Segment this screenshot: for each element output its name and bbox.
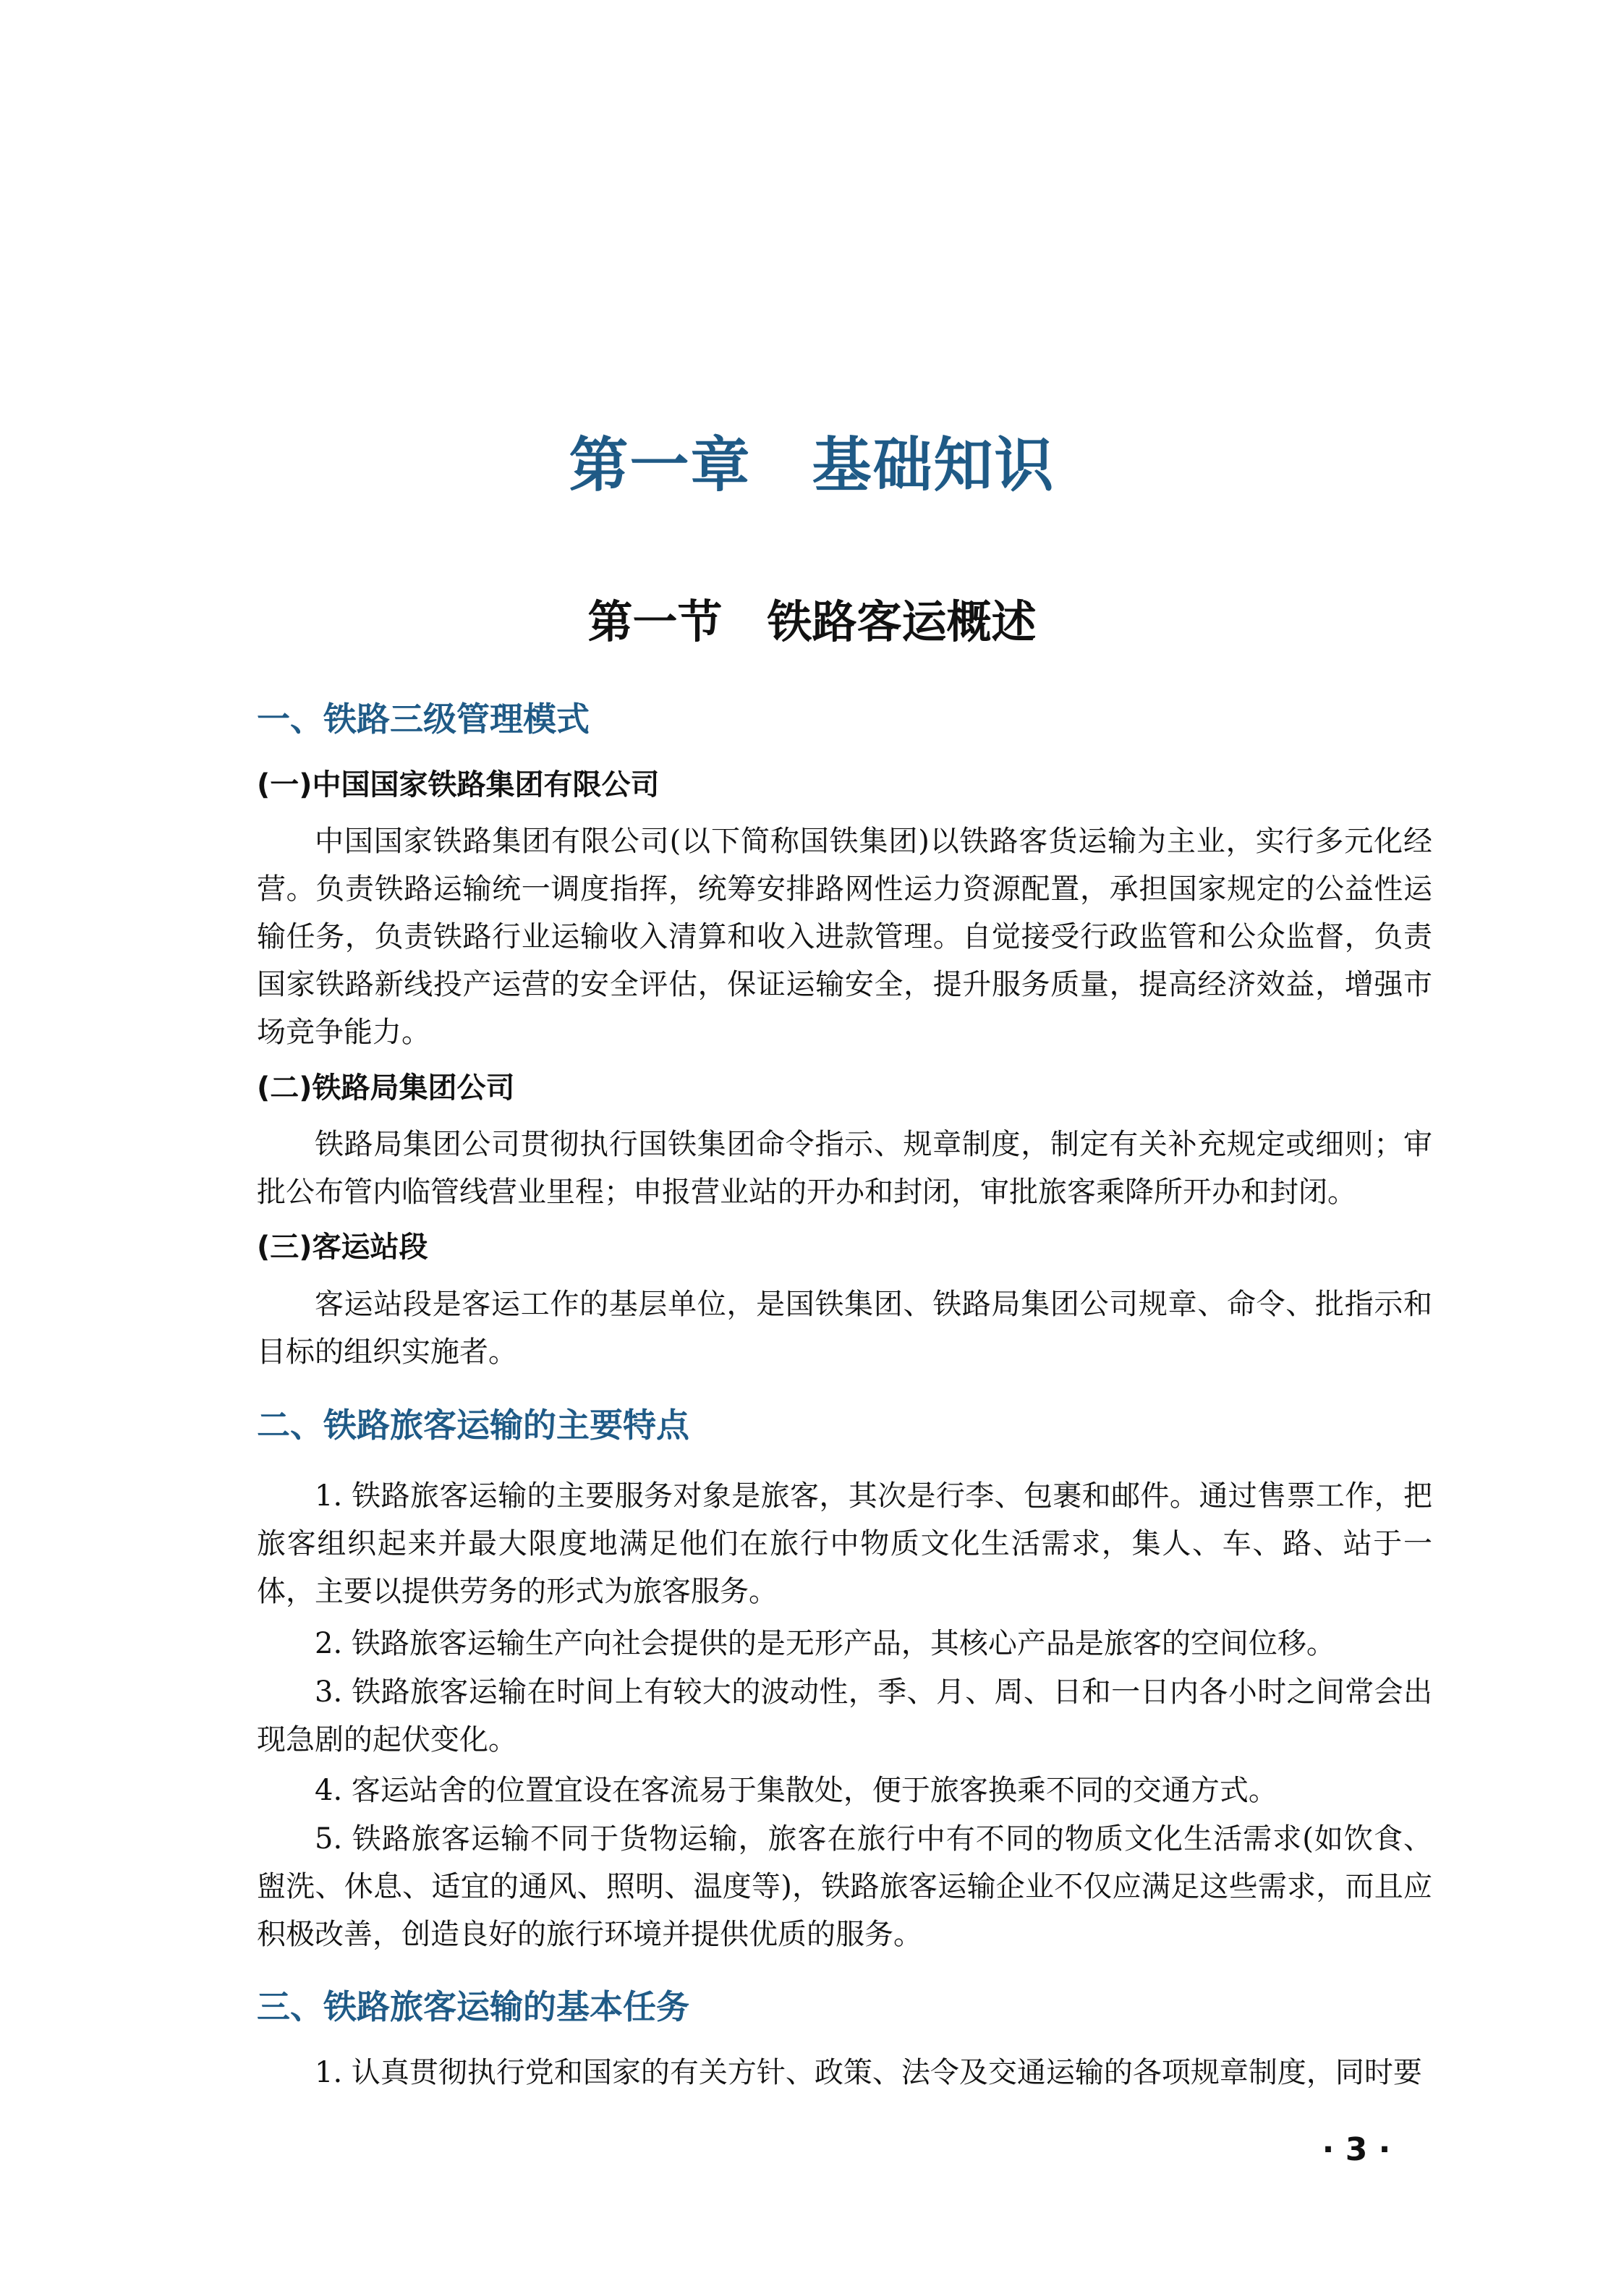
part1-sub3-paragraph: 客运站段是客运工作的基层单位，是国铁集团、铁路局集团公司规章、命令、批指示和目标的组织实施者。 — [257, 1288, 1432, 1369]
part3-item-1: 1. 认真贯彻执行党和国家的有关方针、政策、法令及交通运输的各项规章制度，同时要 — [315, 2056, 1422, 2089]
part2-item-4: 4. 客运站舍的位置宜设在客流易于集散处，便于旅客换乘不同的交通方式。 — [315, 1774, 1277, 1807]
part1-sub1-heading: (一)中国国家铁路集团有限公司 — [257, 768, 660, 802]
chapter-title: 第一章 基础知识 — [569, 430, 1055, 500]
page-number: · 3 · — [1322, 2131, 1391, 2168]
part2-item-3: 3. 铁路旅客运输在时间上有较大的波动性，季、月、周、日和一日内各小时之间常会出现急剧的起伏变化。 — [257, 1675, 1432, 1756]
part2-item-2: 2. 铁路旅客运输生产向社会提供的是无形产品，其核心产品是旅客的空间位移。 — [315, 1627, 1335, 1660]
part2-item-5: 5. 铁路旅客运输不同于货物运输，旅客在旅行中有不同的物质文化生活需求(如饮食、盥洗、休息、适宜的通风、照明、温度等)，铁路旅客运输企业不仅应满足这些需求，而且应积极改善，创造良好的旅行环境并提供优质的服务。 — [257, 1822, 1432, 1951]
part2-heading: 二、铁路旅客运输的主要特点 — [257, 1406, 689, 1445]
part1-sub3-heading: (三)客运站段 — [257, 1231, 428, 1264]
part2-item-1: 1. 铁路旅客运输的主要服务对象是旅客，其次是行李、包裹和邮件。通过售票工作，把旅客组织起来并最大限度地满足他们在旅行中物质文化生活需求，集人、车、路、站于一体，主要以提供劳务的形式为旅客服务。 — [257, 1479, 1432, 1608]
part3-heading: 三、铁路旅客运输的基本任务 — [257, 1987, 689, 2026]
section-title: 第一节 铁路客运概述 — [587, 595, 1037, 648]
part1-sub1-paragraph: 中国国家铁路集团有限公司(以下简称国铁集团)以铁路客货运输为主业，实行多元化经营。负责铁路运输统一调度指挥，统筹安排路网性运力资源配置，承担国家规定的公益性运输任务，负责铁路行业运输收入清算和收入进款管理。自觉接受行政监管和公众监督，负责国家铁路新线投产运营的安全评估，保证运输安全，提升服务质量，提高经济效益，增强市场竞争能力。 — [257, 825, 1432, 1049]
part1-sub2-paragraph: 铁路局集团公司贯彻执行国铁集团命令指示、规章制度，制定有关补充规定或细则；审批公布管内临管线营业里程；申报营业站的开办和封闭，审批旅客乘降所开办和封闭。 — [257, 1128, 1432, 1209]
part1-heading: 一、铁路三级管理模式 — [257, 700, 590, 739]
part1-sub2-heading: (二)铁路局集团公司 — [257, 1071, 515, 1105]
